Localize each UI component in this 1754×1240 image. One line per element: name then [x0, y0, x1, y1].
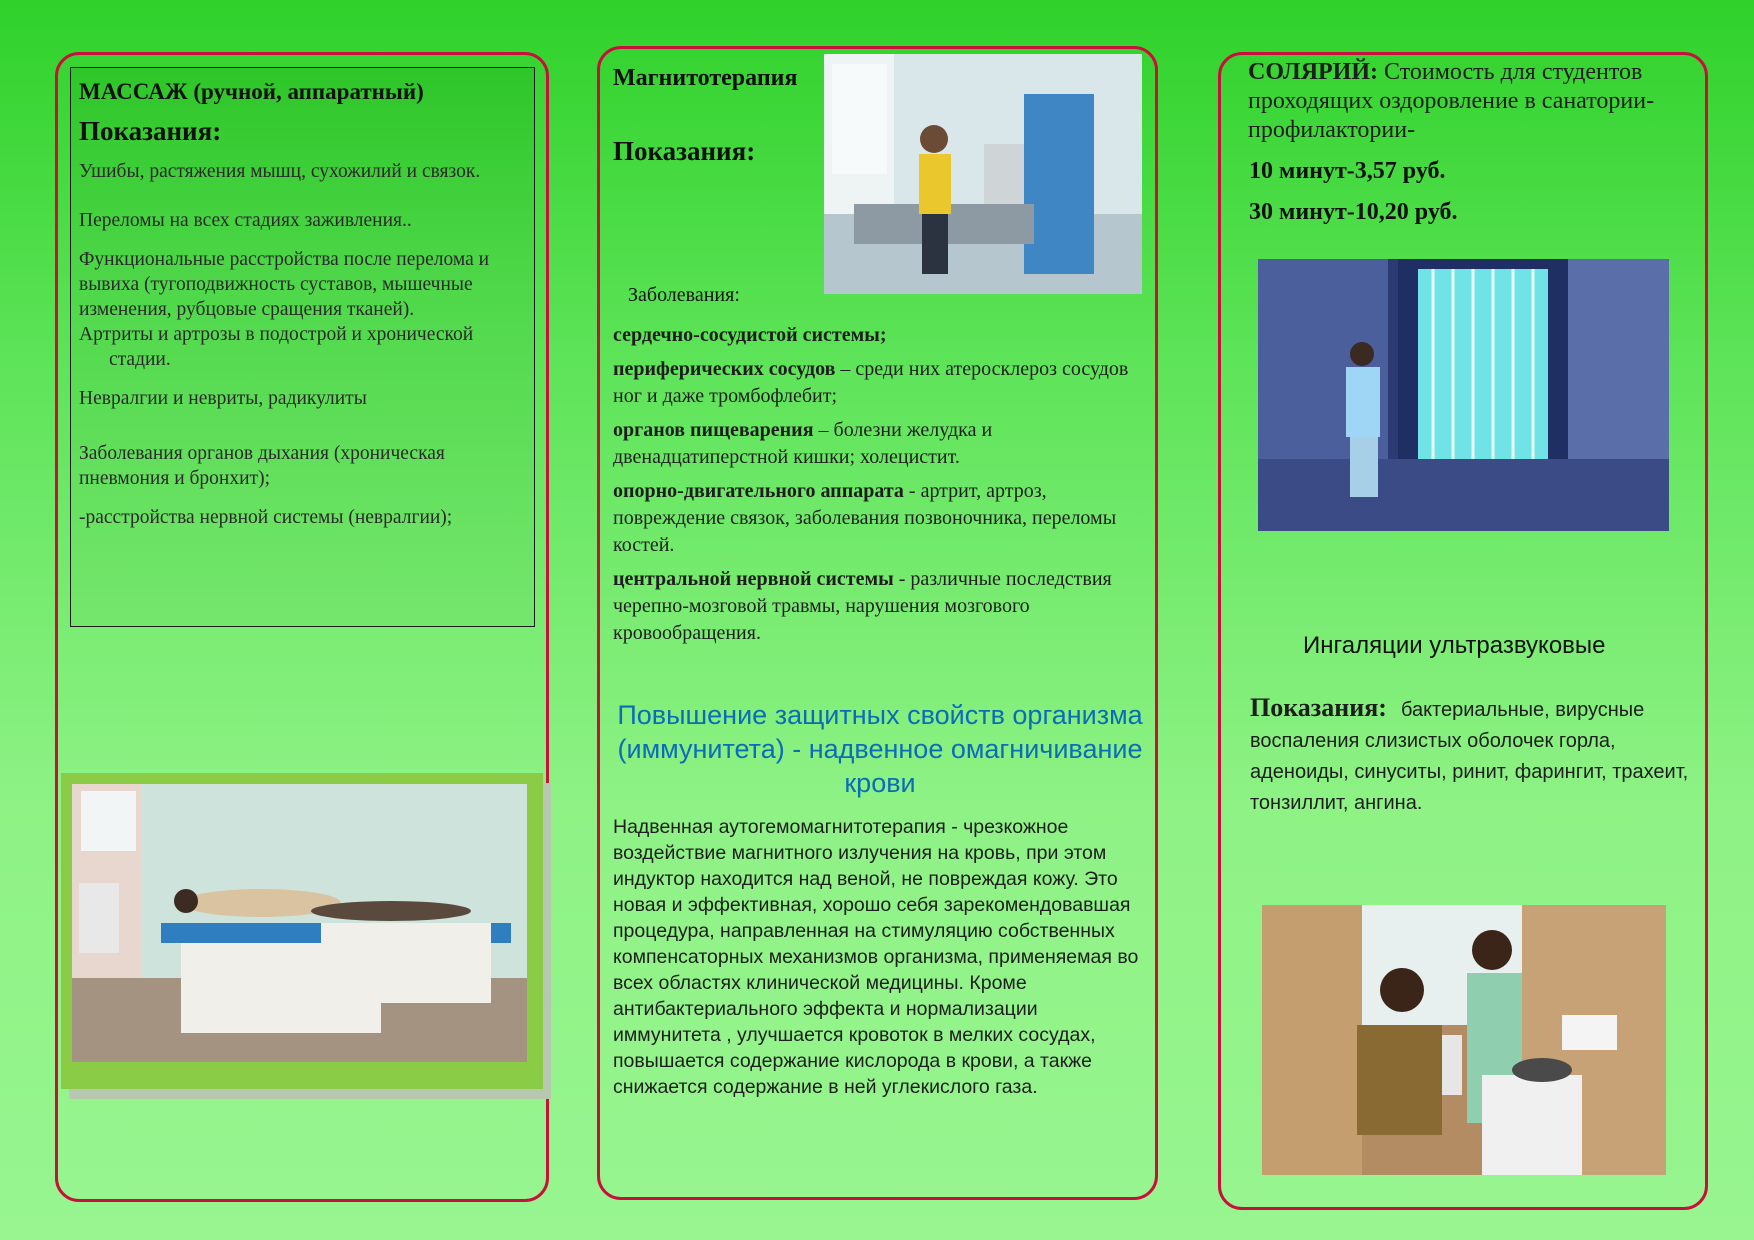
solarium-text: [1248, 58, 1698, 145]
magneto-photo: [824, 54, 1142, 294]
disease-item: [613, 417, 1145, 471]
massage-item: Заболевания органов дыхания (хроническая пневмония и бронхит);: [79, 442, 445, 489]
immunity-body: Надвенная аутогемомагнитотерапия - чрезкожное воздействие магнитного излучения на кровь, при этом индуктор находится над веной, не повреждая кожу. Это новая и эффективная, хорошо себя зарекомендовавшая процедура, направленная на стимуляцию собственных компенсаторных механизмов организма, применяемая во всех областях клинической медицины. Кроме антибактериального эффекта и нормализации иммунитета , улучшается кровоток в мелких сосудах, повышается содержание кислорода в крови, а также снижается содержание в ней углекислого газа.: [613, 816, 1139, 1098]
price-30: 30 минут-10,20 руб.: [1249, 199, 1458, 225]
disease-item: [613, 566, 1145, 647]
massage-item: Ушибы, растяжения мышц, сухожилий и связок.: [79, 160, 481, 182]
inhalation-indications-label: Показания:: [1250, 693, 1387, 722]
massage-item: Функциональные расстройства после перелома и вывиха (тугоподвижность суставов, мышечные изменения, рубцовые сращения тканей).: [79, 248, 490, 320]
disease-system: сердечно-сосудистой системы;: [613, 324, 887, 346]
price-10: 10 минут-3,57 руб.: [1249, 158, 1446, 184]
magneto-diseases-list: [613, 322, 1145, 654]
magneto-title: Магнитотерапия: [613, 65, 798, 91]
inhalation-title: Ингаляции ультразвуковые: [1303, 632, 1606, 659]
inhalation-photo: [1262, 905, 1666, 1175]
disease-item: [613, 356, 1145, 410]
massage-item: -расстройства нервной системы (невралгии);: [79, 506, 453, 528]
disease-desc: – болезни желудка и двенадцатиперстной кишки; холецистит.: [613, 419, 993, 468]
solarium-label: СОЛЯРИЙ:: [1248, 59, 1379, 85]
inhalation-indications-text: бактериальные, вирусные воспаления слизистых оболочек горла, аденоиды, синуситы, ринит, фарингит, трахеит, тонзиллит, ангина.: [1250, 699, 1689, 814]
massage-photo: [61, 773, 543, 1089]
inhalation-indications: [1250, 692, 1690, 819]
massage-indications-label: Показания:: [79, 115, 222, 146]
massage-title: МАССАЖ (ручной, аппаратный): [79, 79, 424, 104]
magneto-indications-label: Показания:: [613, 136, 756, 166]
solarium-desc: Стоимость для студентов проходящих оздоровление в санатории-профилактории-: [1248, 59, 1655, 143]
massage-item: Переломы на всех стадиях заживления..: [79, 209, 412, 231]
disease-system: опорно-двигательного аппарата: [613, 480, 904, 502]
massage-item: Невралгии и невриты, радикулиты: [79, 387, 367, 409]
solarium-photo: [1258, 259, 1669, 531]
immunity-heading: Повышение защитных свойств организма (иммунитета) - надвенное омагничивание крови: [617, 700, 1143, 798]
disease-system: периферических сосудов: [613, 358, 836, 380]
disease-system: органов пищеварения: [613, 419, 814, 441]
massage-item: Артриты и артрозы в подострой и хронической стадии.: [79, 323, 474, 370]
magneto-diseases-label: Заболевания:: [628, 284, 740, 306]
disease-item: [613, 478, 1145, 559]
disease-desc: - различные последствия черепно-мозговой травмы, нарушения мозгового кровообращения.: [613, 568, 1112, 644]
massage-box: [70, 67, 535, 627]
disease-item: [613, 322, 1145, 349]
disease-system: центральной нервной системы: [613, 568, 894, 590]
disease-desc: – среди них атеросклероз сосудов ног и даже тромбофлебит;: [613, 358, 1129, 407]
disease-desc: - артрит, артроз, повреждение связок, заболевания позвоночника, переломы костей.: [613, 480, 1117, 556]
